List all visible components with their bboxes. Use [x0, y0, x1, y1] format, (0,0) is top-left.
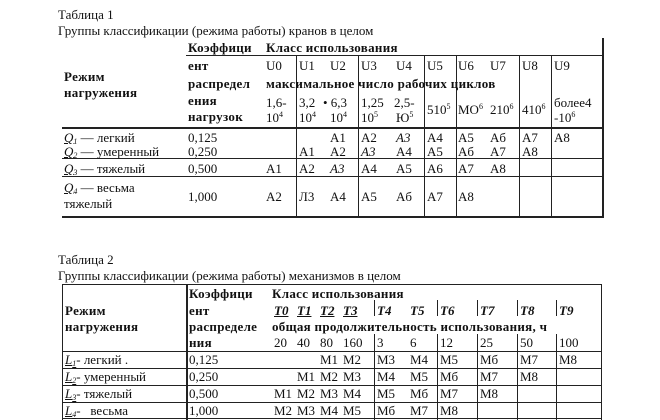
t2-class: T1: [297, 303, 312, 318]
t1-row1-mode: $Q_1$ — легкий: [64, 130, 135, 146]
table2-caption: Группы классификации (режима работы) механизмов в целом: [58, 268, 401, 283]
t2-cell: M5: [440, 352, 459, 367]
t1-cell: A7: [427, 189, 443, 204]
t2-line: [601, 284, 602, 420]
t1-class: U3: [361, 58, 377, 73]
t2-cell: M3: [297, 403, 316, 418]
t2-row1-coef: 0,125: [189, 352, 219, 367]
t2-row4-mode: $L_4-$ весьма: [65, 403, 129, 419]
t2-row2-coef: 0,250: [189, 369, 219, 384]
t1-cycles: $510^5$: [427, 102, 451, 117]
t2-line: [62, 284, 63, 420]
t1-cell: A3: [361, 144, 376, 159]
t1-line: [62, 216, 603, 218]
t1-cell: Aб: [396, 189, 413, 204]
t2-mode-header: Режим: [65, 303, 106, 318]
t2-hours: 50: [520, 335, 533, 350]
t1-coef-header: нагрузок: [188, 109, 243, 124]
t2-line: [477, 334, 478, 420]
t1-cycles: $410^6$: [522, 102, 546, 117]
t1-coef-header: ения: [188, 93, 217, 108]
t1-cell: Aб: [458, 144, 475, 159]
t2-hours: 3: [377, 335, 384, 350]
t1-cell: A8: [490, 161, 506, 176]
t2-row3-mode: $L_3-$ тяжелый: [65, 386, 133, 402]
t2-cell: M4: [410, 352, 429, 367]
t2-cell: M3: [343, 369, 362, 384]
t1-cell: A4: [330, 189, 346, 204]
t2-line: [62, 284, 602, 285]
t1-row4-coef: 1,000: [188, 189, 218, 204]
t2-cell: M2: [343, 352, 362, 367]
t1-cell: A3: [396, 130, 411, 145]
t2-cell: Mб: [480, 352, 499, 367]
t2-cell: M4: [377, 369, 396, 384]
t1-cell: A5: [458, 130, 474, 145]
t1-line: [602, 38, 604, 218]
t1-cell: A4: [427, 130, 443, 145]
t1-class: U9: [554, 58, 570, 73]
t1-cell: A4: [396, 144, 412, 159]
t1-cell: A8: [522, 144, 538, 159]
t1-row2-coef: 0,250: [188, 144, 218, 159]
t2-cell: M2: [274, 403, 293, 418]
t2-cell: M8: [480, 386, 499, 401]
t2-class: T6: [440, 303, 455, 318]
t2-cell: M3: [377, 352, 396, 367]
t2-row3-coef: 0,500: [189, 386, 219, 401]
t2-cell: Mб: [440, 369, 459, 384]
t1-line: [62, 176, 603, 177]
t1-cycles: 2,5-: [394, 95, 415, 110]
t2-line: [62, 418, 602, 419]
t1-cycles: $Ю^5$: [396, 110, 414, 125]
t2-coef-header: ент: [189, 303, 210, 318]
t1-cell: A4: [361, 161, 377, 176]
t2-class: T0: [274, 303, 289, 318]
t1-cycles: более4: [554, 95, 592, 110]
t1-cycles: $210^6$: [490, 102, 514, 117]
t1-mode-header: нагружения: [64, 85, 138, 100]
t2-line: [477, 300, 478, 316]
t2-cell: M1: [274, 386, 293, 401]
t1-coef-header: Коэффици: [188, 40, 252, 55]
t2-line: [437, 334, 438, 420]
t2-cell: Mб: [410, 386, 429, 401]
t1-class: U6: [458, 58, 474, 73]
t1-line: [519, 56, 520, 216]
t1-cell: A3: [330, 161, 345, 176]
t2-duration-title: общая продолжительность использования, ч: [272, 319, 548, 334]
t2-cell: M7: [410, 403, 429, 418]
t2-line: [374, 334, 375, 420]
t1-cell: A6: [427, 161, 443, 176]
t2-class-title: Класс использования: [272, 286, 404, 301]
t1-cell: A1: [266, 161, 282, 176]
t1-cycles: $10^4$: [266, 110, 283, 125]
t1-cell: A1: [299, 144, 315, 159]
t2-hours: 6: [410, 335, 417, 350]
t1-cycles: $10^4$: [330, 110, 347, 125]
t2-cell: M4: [320, 403, 339, 418]
t2-cell: M3: [320, 386, 339, 401]
t2-row1-mode: $L_1-$ легкий .: [65, 352, 129, 368]
t2-cell: M7: [480, 369, 499, 384]
t1-row1-coef: 0,125: [188, 130, 218, 145]
t1-cell: A5: [361, 189, 377, 204]
t2-class: T4: [377, 303, 392, 318]
t2-cell: M4: [343, 386, 362, 401]
t1-cycles: 1,6-: [266, 95, 287, 110]
t2-line: [517, 300, 518, 316]
t2-cell: M1: [320, 352, 339, 367]
t1-cell: A2: [361, 130, 377, 145]
t2-class: T3: [343, 303, 358, 318]
t2-hours: 160: [343, 335, 363, 350]
t2-line: [186, 284, 188, 420]
t1-class: U4: [396, 58, 412, 73]
t1-cycles: $-10^6$: [554, 110, 576, 125]
t2-cell: M5: [343, 403, 362, 418]
t1-row3-coef: 0,500: [188, 161, 218, 176]
t2-class: T5: [410, 303, 425, 318]
t1-cell: A8: [554, 130, 570, 145]
t2-cell: Mб: [377, 403, 396, 418]
t1-cell: A2: [299, 161, 315, 176]
t1-class: U2: [330, 58, 346, 73]
t1-cell: Aб: [490, 130, 507, 145]
t1-line: [62, 127, 603, 129]
t2-hours: 20: [274, 335, 287, 350]
t2-cell: M1: [297, 369, 316, 384]
t2-class: T8: [520, 303, 535, 318]
t1-class: U8: [522, 58, 538, 73]
t2-line: [556, 334, 557, 420]
t2-line: [374, 300, 375, 316]
t1-cell: A7: [458, 161, 474, 176]
t1-cell: A5: [396, 161, 412, 176]
t1-class: U0: [266, 58, 282, 73]
table1-label: Таблица 1: [58, 7, 114, 22]
t2-cell: M8: [559, 352, 578, 367]
t1-cycles: • 6,3: [323, 95, 348, 110]
t1-cell: A7: [522, 130, 538, 145]
t1-row2-mode: $Q_2$ — умеренный: [64, 144, 160, 160]
t2-cell: M7: [520, 352, 539, 367]
t1-line: [551, 56, 552, 216]
t2-class: T2: [320, 303, 335, 318]
t2-cell: M2: [297, 386, 316, 401]
t2-hours: 25: [480, 335, 493, 350]
t1-class-title: Класс использования: [266, 40, 398, 55]
t1-cell: A7: [490, 144, 506, 159]
t1-cell: A2: [266, 189, 282, 204]
t2-row2-mode: $L_2-$ умеренный: [65, 369, 147, 385]
t1-row3-mode: $Q_3$ — тяжелый: [64, 161, 146, 177]
t2-row4-coef: 1,000: [189, 403, 219, 418]
t2-coef-header: распределе: [189, 319, 258, 334]
t1-class: U1: [299, 58, 315, 73]
t1-cycles-title: максимальное число рабочих циклов: [266, 76, 496, 91]
t2-cell: M8: [520, 369, 539, 384]
t2-class: T7: [480, 303, 495, 318]
t1-cell: A8: [458, 189, 474, 204]
t1-cell: Л3: [299, 189, 315, 204]
t2-hours: 100: [559, 335, 579, 350]
t1-cycles: $10^5$: [361, 110, 378, 125]
t2-coef-header: ния: [189, 335, 212, 350]
t1-coef-header: распредел: [188, 76, 251, 91]
t1-cycles: $10^4$: [299, 110, 316, 125]
t2-hours: 80: [320, 335, 333, 350]
t2-cell: M2: [320, 369, 339, 384]
t1-cycles: 1,25: [361, 95, 384, 110]
t2-hours: 12: [440, 335, 453, 350]
t2-class: T9: [559, 303, 574, 318]
t1-cell: A1: [330, 130, 346, 145]
t1-mode-header: Режим: [64, 69, 105, 84]
t1-coef-header: ент: [188, 58, 209, 73]
t1-line: [186, 55, 603, 56]
t2-cell: M5: [377, 386, 396, 401]
t1-cycles: $МО^6$: [458, 102, 483, 117]
t1-class: U7: [490, 58, 506, 73]
table2-label: Таблица 2: [58, 252, 114, 267]
t1-row4-mode: $Q_4$ — весьма: [64, 180, 135, 196]
t2-line: [556, 300, 557, 316]
t1-cell: A2: [330, 144, 346, 159]
t2-cell: M8: [440, 403, 459, 418]
t1-cell: A5: [427, 144, 443, 159]
t2-cell: M5: [410, 369, 429, 384]
table1-caption: Группы классификации (режима работы) кранов в целом: [58, 23, 374, 38]
t2-cell: M7: [440, 386, 459, 401]
t2-hours: 40: [297, 335, 310, 350]
t2-mode-header: нагружения: [65, 319, 139, 334]
t2-line: [517, 334, 518, 420]
t1-row4-mode-cont: тяжелый: [64, 196, 113, 211]
t1-cycles: 3,2: [299, 95, 316, 110]
t2-line: [437, 300, 438, 316]
t2-coef-header: Коэффици: [189, 286, 253, 301]
t1-class: U5: [427, 58, 443, 73]
